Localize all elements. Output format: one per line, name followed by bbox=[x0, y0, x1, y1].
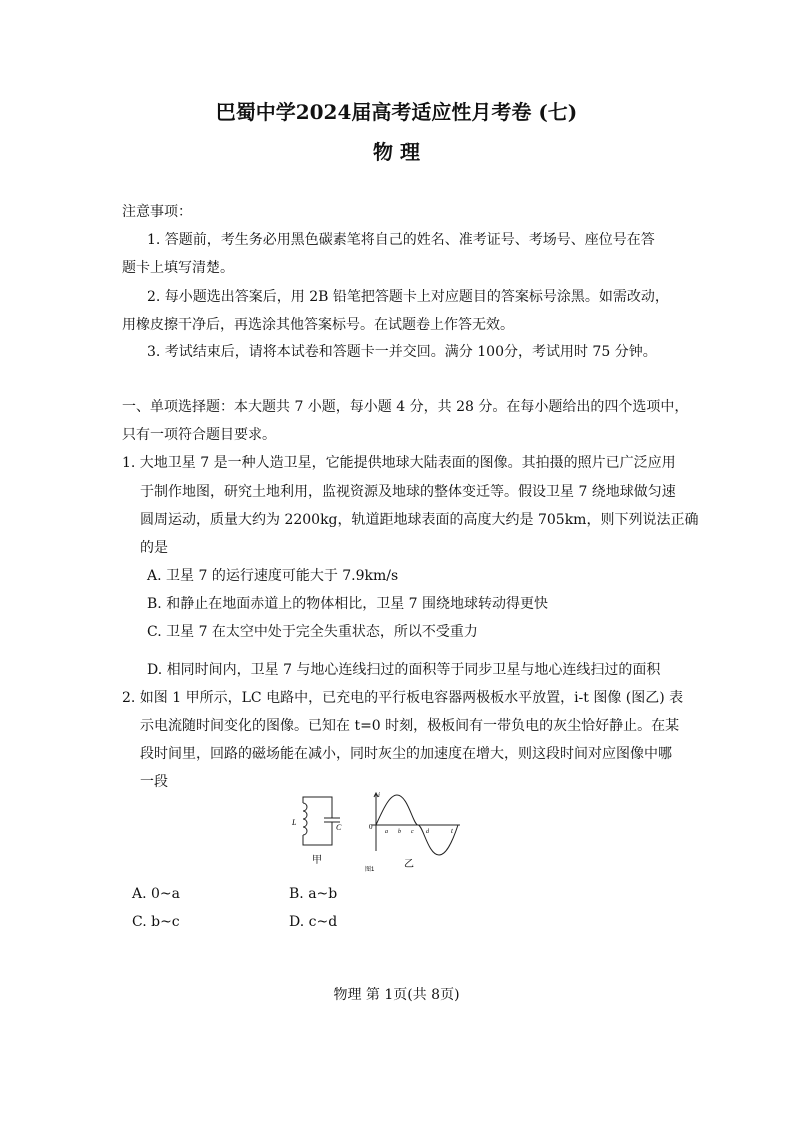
q2-line-3: 段时间里，回路的磁场能在减小，同时灰尘的加速度在增大，则这段时间对应图像中哪 bbox=[140, 746, 672, 762]
q2-option-d: D. c~d bbox=[289, 914, 338, 930]
q1-option-b: B. 和静止在地面赤道上的物体相比，卫星 7 围绕地球转动得更快 bbox=[147, 596, 548, 612]
note-2-line-2: 用橡皮擦干净后，再选涂其他答案标号。在试题卷上作答无效。 bbox=[122, 317, 514, 333]
axis-i-label: i bbox=[378, 791, 380, 799]
exam-title: 巴蜀中学2024届高考适应性月考卷 (七) bbox=[215, 100, 578, 124]
q2-line-1: 2. 如图 1 甲所示，LC 电路中，已充电的平行板电容器两极板水平放置，i-t 图像 (图乙) 表 bbox=[122, 690, 684, 706]
q2-line-4: 一段 bbox=[140, 774, 168, 790]
caption-jia: 甲 bbox=[312, 855, 322, 866]
q1-option-d: D. 相同时间内，卫星 7 与地心连线扫过的面积等于同步卫星与地心连线扫过的面积 bbox=[147, 662, 661, 678]
inductor-label: L bbox=[292, 818, 297, 827]
figure-1 bbox=[280, 785, 480, 880]
note-1-line-1: 1. 答题前，考生务必用黑色碳素笔将自己的姓名、准考证号、考场号、座位号在答 bbox=[147, 232, 655, 248]
origin-label: 0 bbox=[369, 823, 373, 831]
section-1-line-2: 只有一项符合题目要求。 bbox=[122, 427, 276, 443]
q2-option-a: A. 0~a bbox=[132, 886, 180, 902]
tick-c: c bbox=[411, 829, 414, 835]
q1-line-3: 圆周运动，质量大约为 2200kg，轨道距地球表面的高度大约是 705km，则下列说法正确 bbox=[140, 512, 699, 528]
i-t-graph bbox=[372, 793, 460, 855]
inductor-coil bbox=[303, 803, 307, 835]
caption-yi: 乙 bbox=[404, 859, 414, 870]
q1-line-2: 于制作地图，研究土地利用，监视资源及地球的整体变迁等。假设卫星 7 绕地球做匀速 bbox=[140, 484, 676, 500]
q2-option-c: C. b~c bbox=[132, 914, 180, 930]
notes-heading: 注意事项： bbox=[122, 204, 192, 220]
q1-option-c: C. 卫星 7 在太空中处于完全失重状态，所以不受重力 bbox=[147, 624, 478, 640]
capacitor-label: C bbox=[336, 823, 342, 832]
subject-title: 物 理 bbox=[373, 140, 420, 164]
q1-option-a: A. 卫星 7 的运行速度可能大于 7.9km/s bbox=[147, 568, 399, 584]
note-3: 3. 考试结束后，请将本试卷和答题卡一并交回。满分 100分，考试用时 75 分钟。 bbox=[147, 344, 657, 360]
q1-line-4: 的是 bbox=[140, 540, 168, 556]
section-1-line-1: 一、单项选择题：本大题共 7 小题，每小题 4 分，共 28 分。在每小题给出的四个选项中， bbox=[122, 399, 689, 415]
lc-circuit-diagram bbox=[303, 797, 340, 845]
axis-t-label: t bbox=[451, 827, 453, 835]
tick-d: d bbox=[426, 829, 429, 835]
note-2-line-1: 2. 每小题选出答案后，用 2B 铅笔把答题卡上对应题目的答案标号涂黑。如需改动， bbox=[147, 289, 669, 305]
tick-b: b bbox=[398, 829, 401, 835]
q1-line-1: 1. 大地卫星 7 是一种人造卫星，它能提供地球大陆表面的图像。其拍摄的照片已广泛应用 bbox=[122, 455, 676, 471]
tick-a: a bbox=[385, 829, 388, 835]
q2-option-b: B. a~b bbox=[289, 886, 338, 902]
figure-number: 图1 bbox=[365, 867, 375, 873]
q2-line-2: 示电流随时间变化的图像。已知在 t=0 时刻，极板间有一带负电的灰尘恰好静止。在某 bbox=[140, 718, 680, 734]
note-1-line-2: 题卡上填写清楚。 bbox=[122, 260, 234, 276]
page-footer: 物理 第 1页(共 8页) bbox=[333, 987, 460, 1003]
